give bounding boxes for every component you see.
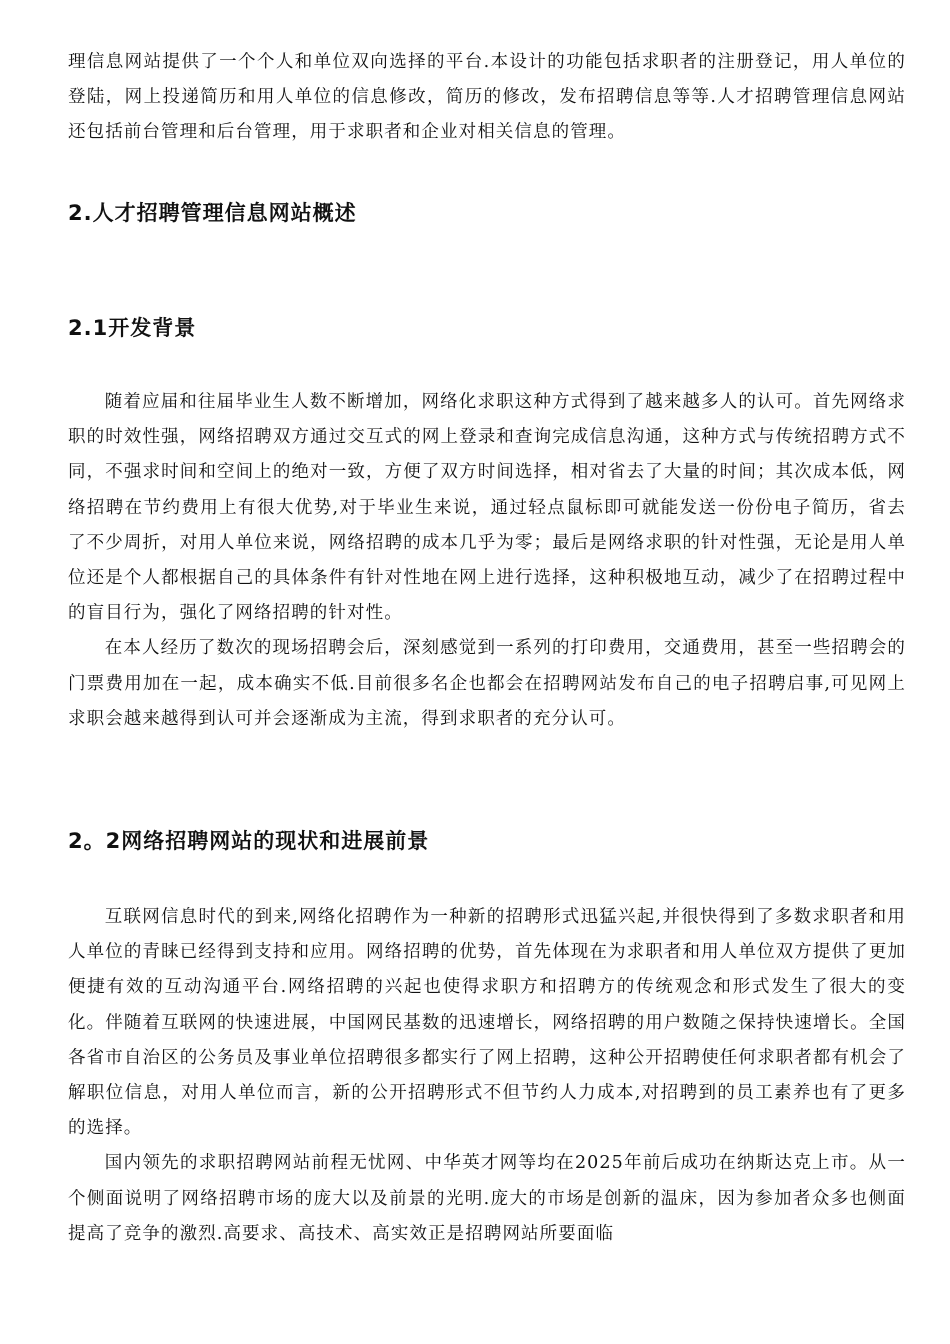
section-2-2-body [68,900,906,1252]
section-2-2-heading: 2。2网络招聘网站的现状和进展前景 [68,829,430,853]
section-2-1-body [68,385,906,737]
paragraph: 随着应届和往届毕业生人数不断增加，网络化求职这种方式得到了越来越多人的认可。首先网络求职的时效性强，网络招聘双方通过交互式的网上登录和查询完成信息沟通，这种方式与传统招聘方式不同，不强求时间和空间上的绝对一致，方便了双方时间选择，相对省去了大量的时间；其次成本低，网络招聘在节约费用上有很大优势,对于毕业生来说，通过轻点鼠标即可就能发送一份份电子简历，省去了不少周折，对用人单位来说，网络招聘的成本几乎为零；最后是网络求职的针对性强，无论是用人单位还是个人都根据自己的具体条件有针对性地在网上进行选择，这种积极地互动，减少了在招聘过程中的盲目行为，强化了网络招聘的针对性。 [68,392,906,624]
section-2-1-block [68,313,906,343]
intro-paragraph: 理信息网站提供了一个个人和单位双向选择的平台.本设计的功能包括求职者的注册登记，用人单位的登陆，网上投递简历和用人单位的信息修改，简历的修改，发布招聘信息等等.人才招聘管理信息网站还包括前台管理和后台管理，用于求职者和企业对相关信息的管理。 [68,52,906,143]
section-2-heading: 2.人才招聘管理信息网站概述 [68,201,357,225]
intro-block [68,45,906,151]
paragraph: 在本人经历了数次的现场招聘会后，深刻感觉到一系列的打印费用，交通费用，甚至一些招聘会的门票费用加在一起，成本确实不低.目前很多名企也都会在招聘网站发布自己的电子招聘启事,可见网上求职会越来越得到认可并会逐渐成为主流，得到求职者的充分认可。 [68,638,906,729]
paragraph: 互联网信息时代的到来,网络化招聘作为一种新的招聘形式迅猛兴起,并很快得到了多数求职者和用人单位的青睐已经得到支持和应用。网络招聘的优势，首先体现在为求职者和用人单位双方提供了更加便捷有效的互动沟通平台.网络招聘的兴起也使得求职方和招聘方的传统观念和形式发生了很大的变化。伴随着互联网的快速进展，中国网民基数的迅速增长，网络招聘的用户数随之保持快速增长。全国各省市自治区的公务员及事业单位招聘很多都实行了网上招聘，这种公开招聘使任何求职者都有机会了解职位信息，对用人单位而言，新的公开招聘形式不但节约人力成本,对招聘到的员工素养也有了更多的选择。 [68,907,906,1139]
section-2-2-block [68,826,906,856]
section-2-block [68,198,906,228]
section-2-1-heading: 2.1开发背景 [68,316,197,340]
paragraph: 国内领先的求职招聘网站前程无忧网、中华英才网等均在2025年前后成功在纳斯达克上市。从一个侧面说明了网络招聘市场的庞大以及前景的光明.庞大的市场是创新的温床，因为参加者众多也侧面提高了竞争的激烈.高要求、高技术、高实效正是招聘网站所要面临 [68,1153,906,1244]
